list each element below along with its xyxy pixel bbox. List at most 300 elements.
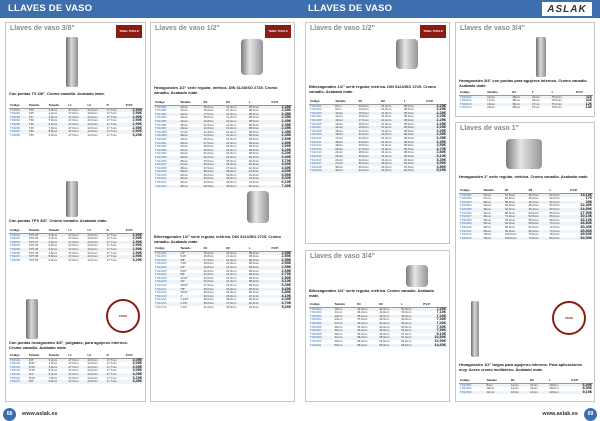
table-cell: 22,0mm bbox=[87, 380, 106, 384]
table-cell: 38,0mm bbox=[403, 107, 414, 112]
table-cell: 24,0mm bbox=[203, 134, 226, 138]
column-header: D1 bbox=[203, 101, 226, 105]
table-cell: 70,0mm bbox=[549, 222, 570, 226]
table-row bbox=[459, 106, 593, 110]
table-cell: 35,0mm bbox=[358, 162, 381, 166]
price: 2,90€ bbox=[125, 123, 143, 127]
right-header-bar bbox=[300, 0, 600, 18]
table-cell: 38,0mm bbox=[403, 141, 426, 145]
price: 24,90€ bbox=[569, 208, 593, 212]
table-cell: 21,0mm bbox=[226, 129, 237, 134]
price: 5,30€ bbox=[270, 177, 292, 181]
table-cell: 14mm bbox=[486, 95, 511, 99]
table-cell: 17,7mm bbox=[106, 380, 125, 384]
table-cell: 3,9mm bbox=[48, 233, 68, 237]
product-code: TN3095 bbox=[9, 248, 28, 252]
table-cell: 17,7mm bbox=[106, 241, 125, 245]
table-cell: 24mm bbox=[531, 98, 540, 103]
table-cell: 47,0mm bbox=[68, 257, 79, 262]
right-header-title: LLAVES DE VASO bbox=[308, 3, 393, 14]
table-cell: 24mm bbox=[482, 193, 504, 197]
table-cell: 47,0mm bbox=[68, 111, 79, 116]
section-desc: Bihexagonales 1/2" serie regular, métrica. DIN 3124/ISO 2725. Cromo vanadio. Acabado mate. bbox=[154, 234, 281, 244]
table-cell: 21,0mm bbox=[381, 128, 392, 133]
table-cell: 24mm bbox=[335, 157, 344, 162]
table-cell: 28mm bbox=[180, 165, 189, 170]
website-link[interactable]: www.aslak.es bbox=[542, 411, 578, 417]
column-header: L1 bbox=[67, 229, 86, 233]
product-code: TN3106 bbox=[10, 375, 20, 380]
product-code: TN34004 bbox=[310, 317, 322, 322]
table-cell: 24,0mm bbox=[226, 151, 237, 156]
table-cell: 38,0mm bbox=[248, 288, 271, 292]
table-cell: 47,0mm bbox=[67, 380, 86, 384]
table-cell: 1.1/8" bbox=[179, 302, 202, 306]
price: 3,05€ bbox=[125, 358, 143, 362]
table-cell: 21,0mm bbox=[381, 114, 392, 119]
table-cell: 38,0mm bbox=[403, 128, 414, 133]
table-cell: 41mm bbox=[334, 336, 357, 340]
table-cell: 32,0mm bbox=[356, 307, 378, 311]
product-code: TN12316 bbox=[310, 157, 322, 162]
price: 3,20€ bbox=[132, 132, 142, 137]
box-title: Llaves de vaso 3/4" bbox=[460, 25, 525, 32]
table-cell: 68,0mm bbox=[549, 217, 560, 222]
table-cell: 47,0mm bbox=[67, 366, 86, 370]
section-desc: Bihexagonales 1/2" serie regular, métrica. DIN 3124/ISO 2725. Cromo vanadio. Acabado mate. bbox=[309, 84, 436, 94]
product-code: TN12203 bbox=[154, 259, 179, 263]
price: 3,10€ bbox=[425, 155, 447, 159]
price: 14,60€ bbox=[422, 344, 447, 348]
table-hex-1 bbox=[459, 189, 593, 240]
table-cell: 22mm bbox=[334, 155, 357, 159]
column-header: P.V.P. bbox=[425, 100, 447, 104]
brand-badge: TENG TOOLS bbox=[420, 25, 446, 38]
table-cell: 31,0mm bbox=[203, 151, 214, 156]
table-cell: 4,8mm bbox=[48, 366, 68, 370]
table-cell: 32,0mm bbox=[358, 157, 369, 162]
table-cell: 12mm bbox=[485, 391, 510, 395]
price: 4,40€ bbox=[281, 297, 291, 302]
price: 2,90€ bbox=[132, 125, 142, 130]
table-cell: 7/8" bbox=[179, 288, 202, 292]
table-cell: 24,0mm bbox=[225, 156, 248, 160]
table-cell: 38,0mm bbox=[248, 149, 271, 153]
table-cell: 21,0mm bbox=[381, 121, 392, 126]
table-cell: 38,0mm bbox=[248, 151, 259, 156]
price: 12,90€ bbox=[434, 338, 446, 343]
table-cell: 38,0mm bbox=[203, 302, 226, 306]
table-cell: 42,0mm bbox=[203, 177, 226, 181]
table-cell: 40,0mm bbox=[403, 162, 426, 166]
table-cell: 70mm bbox=[483, 232, 492, 237]
column-header: D2 bbox=[378, 303, 400, 307]
column-header: Código bbox=[309, 303, 334, 307]
product-code: TN12501 bbox=[459, 383, 485, 387]
table-bihex-metric bbox=[309, 100, 447, 173]
table-cell: 22,0mm bbox=[87, 248, 106, 252]
table-cell: 38,0mm bbox=[248, 113, 271, 117]
table-cell: 29mm bbox=[179, 170, 202, 174]
table-cell: 38,0mm bbox=[248, 129, 259, 134]
price: 3,90€ bbox=[425, 162, 447, 166]
price: 2,35€ bbox=[425, 133, 447, 137]
table-cell: 21,0mm bbox=[225, 120, 248, 124]
price: 10,80€ bbox=[422, 336, 447, 340]
section-desc: Con puntas TPX 3/8". Cromo vanadio. Acabado mate. bbox=[9, 218, 108, 223]
table-cell: 63,0mm bbox=[549, 203, 560, 208]
table-cell: 9,9mm bbox=[48, 257, 58, 262]
table-cell: 17,7mm bbox=[106, 248, 125, 252]
table-cell: 12mm bbox=[334, 119, 357, 123]
product-code: TN12308 bbox=[310, 128, 322, 133]
table-cell: 55mm bbox=[482, 222, 504, 226]
product-code: TN12214 bbox=[155, 297, 167, 302]
table-cell: 27mm bbox=[334, 322, 357, 326]
price: 2,25€ bbox=[436, 121, 446, 126]
product-code: TN12208 bbox=[155, 275, 167, 280]
table-cell: 17,0mm bbox=[203, 113, 226, 117]
product-code: TN12319 bbox=[309, 169, 334, 173]
product-code: TN12204 bbox=[155, 261, 167, 266]
table-cell: 17mm bbox=[180, 129, 189, 134]
table-cell: 22,0mm bbox=[87, 130, 106, 134]
table-cell: 46,0mm bbox=[203, 185, 226, 189]
box-socket-34-bihex bbox=[305, 250, 450, 402]
table-cell: 65mm bbox=[482, 230, 504, 234]
product-code: TN12206 bbox=[155, 268, 167, 273]
table-cell: 32mm bbox=[483, 203, 492, 208]
price: 2,35€ bbox=[270, 120, 292, 124]
table-cell: 42,0mm bbox=[379, 324, 390, 329]
product-code: TN3081 bbox=[9, 108, 28, 112]
product-code: TN34002 bbox=[310, 310, 322, 315]
box-title: Llaves de vaso 1/2" bbox=[155, 25, 220, 32]
table-cell: TPX 30 bbox=[28, 243, 39, 248]
price: 2,90€ bbox=[125, 108, 143, 112]
product-code: TN12312 bbox=[310, 143, 322, 148]
product-code: TN12103 bbox=[154, 185, 179, 189]
table-cell: 35,0mm bbox=[356, 315, 378, 319]
table-cell: 57,0mm bbox=[401, 331, 412, 336]
column-header: D2 bbox=[528, 189, 549, 193]
table-cell: 17,0mm bbox=[203, 259, 226, 263]
table-cell: 23,4mm bbox=[203, 129, 214, 134]
table-cell: 30,0mm bbox=[203, 288, 226, 292]
section-desc: Hexagonales 3/4" con puntas para agujeros internos. Cromo vanadio. Acabado mate. bbox=[459, 78, 588, 88]
product-code: TN12503 bbox=[459, 391, 485, 395]
table-cell: 4,0mm bbox=[48, 361, 58, 366]
product-code: TN12100 bbox=[155, 172, 167, 177]
product-code: TN12307 bbox=[309, 126, 334, 130]
product-code: TN10003 bbox=[459, 201, 482, 205]
table-cell: T25 bbox=[28, 111, 34, 116]
table-cell: 64,0mm bbox=[504, 208, 528, 212]
column-header: P.V.P. bbox=[575, 91, 593, 95]
table-cell: 38,0mm bbox=[403, 119, 426, 123]
table-cell: 15mm bbox=[335, 128, 344, 133]
table-cell: 44,0mm bbox=[379, 331, 390, 336]
column-header: Tamaño bbox=[48, 104, 68, 108]
price: 11€ bbox=[575, 95, 593, 99]
table-cell: 24,0mm bbox=[381, 150, 392, 155]
table-cell: 21,0mm bbox=[381, 107, 392, 112]
table-cell: 52,0mm bbox=[528, 215, 549, 219]
product-code: TN3094 bbox=[10, 243, 20, 248]
table-cell: 10mm bbox=[179, 105, 202, 109]
product-code: TN10006 bbox=[460, 210, 472, 215]
table-cell: 40,0mm bbox=[248, 163, 271, 167]
product-code: TN10012 bbox=[460, 232, 472, 237]
price: 7,30€ bbox=[436, 317, 446, 322]
price: 2,70€ bbox=[425, 148, 447, 152]
table-cell: 21,0mm bbox=[225, 127, 248, 131]
section-desc: Hexagonales 1/2" largas para agujeros internos. Para aplicaciones muy. Acero cromo molibdeno. Acabado mate. bbox=[459, 362, 582, 372]
column-header: Tamaño bbox=[179, 247, 202, 251]
table-cell: 7,9mm bbox=[48, 375, 58, 380]
table-cell: 21,0mm bbox=[381, 143, 392, 148]
column-header: D1 bbox=[358, 100, 381, 104]
table-cell: 7/32" bbox=[28, 368, 36, 373]
product-code: TN12092 bbox=[155, 144, 167, 149]
table-cell: 5,5mm bbox=[48, 243, 58, 248]
product-code: TN34102 bbox=[460, 98, 472, 103]
table-cell: 38,0mm bbox=[248, 273, 271, 277]
table-cell: 21,0mm bbox=[225, 134, 248, 138]
table-cell: 13mm bbox=[180, 115, 189, 120]
column-header: Tamaño bbox=[334, 100, 357, 104]
product-code: TN34103 bbox=[459, 103, 486, 107]
product-code: TN34005 bbox=[309, 322, 334, 326]
table-cell: 14,0mm bbox=[358, 107, 369, 112]
table-cell: TPX 50 bbox=[28, 255, 48, 259]
table-cell: 66,0mm bbox=[549, 215, 570, 219]
product-code: TN3104 bbox=[10, 368, 20, 373]
table-cell: 66,0mm bbox=[528, 230, 549, 234]
product-code: TN3101 bbox=[9, 358, 28, 362]
table-cell: 47,0mm bbox=[68, 125, 79, 130]
table-cell: T55 bbox=[28, 132, 34, 137]
product-code: TN3105 bbox=[9, 373, 28, 377]
table-cell: 21mm bbox=[529, 391, 548, 395]
table-cell: TPX 55 bbox=[28, 257, 39, 262]
product-code: TN3092 bbox=[10, 236, 20, 241]
price: 2,60€ bbox=[281, 136, 291, 141]
price: 4,90€ bbox=[281, 172, 291, 177]
table-cell: 90,0mm bbox=[504, 224, 516, 229]
product-image bbox=[396, 39, 418, 69]
table-cell: 17,7mm bbox=[106, 368, 117, 373]
table-cell: 36mm bbox=[334, 331, 343, 336]
table-row bbox=[9, 259, 143, 263]
table-cell: 8,8mm bbox=[48, 130, 68, 134]
table-cell: 26mm bbox=[180, 158, 189, 163]
table-cell: 47,0mm bbox=[68, 250, 79, 255]
product-code: TN12318 bbox=[310, 164, 322, 169]
table-cell: 30,0mm bbox=[358, 155, 381, 159]
table-hex-long bbox=[459, 379, 593, 394]
table-cell: 5,6mm bbox=[48, 368, 58, 373]
table-cell: 40,0mm bbox=[248, 295, 271, 299]
price: 7,20€ bbox=[422, 315, 447, 319]
column-header: Código bbox=[9, 229, 28, 233]
table-cell: 3/8" bbox=[28, 380, 48, 384]
product-code: TN34009 bbox=[309, 336, 334, 340]
table-cell: 63,0mm bbox=[549, 208, 570, 212]
column-header: L bbox=[548, 379, 570, 383]
website-link[interactable]: www.aslak.es bbox=[22, 411, 58, 417]
table-cell: 80,0mm bbox=[549, 237, 570, 241]
price: 2,90€ bbox=[125, 241, 143, 245]
table-cell: 18,0mm bbox=[203, 261, 214, 266]
price: 2,45€ bbox=[270, 127, 292, 131]
table-cell: 19mm bbox=[335, 143, 344, 148]
price: 3,05€ bbox=[132, 361, 142, 366]
price: 3,70€ bbox=[281, 158, 291, 163]
price: 2,90€ bbox=[125, 233, 143, 237]
table-cell: 4,4mm bbox=[48, 111, 58, 116]
box-socket-12 bbox=[150, 22, 295, 402]
product-code: TN3082 bbox=[10, 111, 20, 116]
table-cell: 42,0mm bbox=[378, 322, 400, 326]
table-cell: 74,0mm bbox=[504, 215, 528, 219]
table-cell: 17,7mm bbox=[106, 125, 117, 130]
product-code: TN12088 bbox=[155, 129, 167, 134]
product-code: TN3098 bbox=[10, 257, 20, 262]
table-cell: 17,7mm bbox=[106, 111, 117, 116]
column-header: D1 bbox=[203, 247, 226, 251]
price: 3,20€ bbox=[132, 375, 142, 380]
table-cell: T27 bbox=[28, 116, 48, 120]
table-cell: 43,0mm bbox=[403, 164, 414, 169]
column-header: D2 bbox=[225, 247, 248, 251]
table-cell: TPX 25 bbox=[28, 236, 39, 241]
column-header: Código bbox=[9, 104, 28, 108]
table-cell: 3,2mm bbox=[48, 358, 68, 362]
column-header: L2 bbox=[87, 354, 106, 358]
table-cell: 15,0mm bbox=[358, 112, 381, 116]
table-cell: 64,0mm bbox=[401, 338, 412, 343]
table-cell: 38,0mm bbox=[403, 135, 414, 140]
table-cell: 38,0mm bbox=[403, 143, 414, 148]
product-image bbox=[247, 191, 269, 223]
table-cell: 38,0mm bbox=[248, 105, 271, 109]
table-bihex-inch bbox=[154, 247, 292, 309]
table-cell: 21,0mm bbox=[226, 268, 237, 273]
price: 2,80€ bbox=[270, 142, 292, 146]
price: 3,60€ bbox=[270, 288, 292, 292]
price: 7,40€ bbox=[422, 322, 447, 326]
product-code: TN12216 bbox=[155, 304, 167, 309]
price: 3,30€ bbox=[281, 282, 291, 287]
table-cell: 8mm bbox=[334, 104, 357, 108]
section-desc: Con puntas TX 3/8". Cromo vanadio. Acabado mate. bbox=[9, 91, 105, 96]
price: 2,55€ bbox=[270, 251, 292, 255]
table-cell: 38mm bbox=[511, 95, 531, 99]
table-cell: 30,0mm bbox=[226, 172, 237, 177]
table-cell: 60,0mm bbox=[504, 203, 516, 208]
product-code: TN10013 bbox=[459, 237, 482, 241]
table-cell: 30mm bbox=[335, 164, 344, 169]
table-cell: 22,0mm bbox=[87, 243, 98, 248]
table-cell: 30mm bbox=[334, 324, 343, 329]
table-cell: T50 bbox=[28, 130, 48, 134]
table-cell: 75,0mm bbox=[551, 98, 562, 103]
column-header: D bbox=[106, 229, 125, 233]
teng-seal-image: TENG bbox=[106, 299, 140, 333]
table-bihex-34 bbox=[309, 303, 447, 347]
table-cell: 36mm bbox=[179, 185, 202, 189]
table-cell: 21,0mm bbox=[225, 280, 248, 284]
table-cell: 23mm bbox=[180, 151, 189, 156]
product-code: TN12315 bbox=[309, 155, 334, 159]
table-cell: 26,0mm bbox=[225, 163, 248, 167]
price: 27,90€ bbox=[580, 210, 592, 215]
table-cell: 17,7mm bbox=[106, 116, 125, 120]
table-cell: 23,4mm bbox=[358, 135, 369, 140]
table-cell: 45,2mm bbox=[528, 201, 549, 205]
table-cell: 42,0mm bbox=[248, 302, 271, 306]
column-header: L bbox=[248, 101, 271, 105]
table-cell: 42,0mm bbox=[378, 329, 400, 333]
table-cell: 100mm bbox=[549, 386, 559, 391]
table-cell: 4,4mm bbox=[48, 236, 58, 241]
table-cell: 17,7mm bbox=[106, 243, 117, 248]
table-cell: 22,0mm bbox=[87, 373, 106, 377]
table-cell: 50,0mm bbox=[401, 317, 412, 322]
table-cell: 43,0mm bbox=[248, 304, 259, 309]
column-header: L bbox=[400, 303, 422, 307]
price: 7,90€ bbox=[422, 329, 447, 333]
table-hex-34 bbox=[459, 91, 593, 110]
table-cell: 52,0mm bbox=[401, 324, 412, 329]
price: 22,40€ bbox=[580, 203, 592, 208]
price: 3,45€ bbox=[125, 380, 143, 384]
table-row bbox=[9, 380, 143, 384]
table-cell: 22,0mm bbox=[203, 127, 226, 131]
table-cell: 18mm bbox=[334, 141, 357, 145]
table-cell: 1/4" bbox=[28, 373, 48, 377]
table-cell: 25,0mm bbox=[225, 295, 248, 299]
table-cell: 47,0mm bbox=[67, 233, 86, 237]
table-cell: 42,0mm bbox=[378, 307, 400, 311]
product-code: TN3091 bbox=[9, 233, 28, 237]
left-footer bbox=[0, 407, 300, 421]
table-cell: 70,0mm bbox=[528, 232, 539, 237]
table-cell: 50,0mm bbox=[400, 315, 422, 319]
table-cell: 32,0mm bbox=[203, 156, 226, 160]
section-desc: Con puntas hexagonales 3/8", pulgadas, para agujeros internos. Cromo vanadio. Acabado mate. bbox=[9, 340, 128, 350]
product-code: TN34006 bbox=[310, 324, 322, 329]
table-tpx bbox=[9, 229, 143, 262]
table-cell: 21mm bbox=[334, 310, 343, 315]
column-header: D2 bbox=[225, 101, 248, 105]
product-code: TN12213 bbox=[154, 295, 179, 299]
table-cell: 96,0mm bbox=[504, 230, 528, 234]
table-cell: 21,0mm bbox=[380, 104, 403, 108]
table-cell: 54,0mm bbox=[504, 196, 516, 201]
product-code: TN12313 bbox=[309, 148, 334, 152]
column-header: L bbox=[551, 91, 575, 95]
table-cell: 10mm bbox=[334, 112, 357, 116]
table-cell: 14mm bbox=[179, 120, 202, 124]
product-code: TN12211 bbox=[154, 288, 179, 292]
price: 4,80€ bbox=[436, 164, 446, 169]
product-code: TN34104 bbox=[460, 105, 472, 110]
table-cell: 42,0mm bbox=[248, 170, 271, 174]
table-cell: 21,0mm bbox=[226, 108, 237, 113]
table-cell: 9/16" bbox=[180, 268, 187, 273]
